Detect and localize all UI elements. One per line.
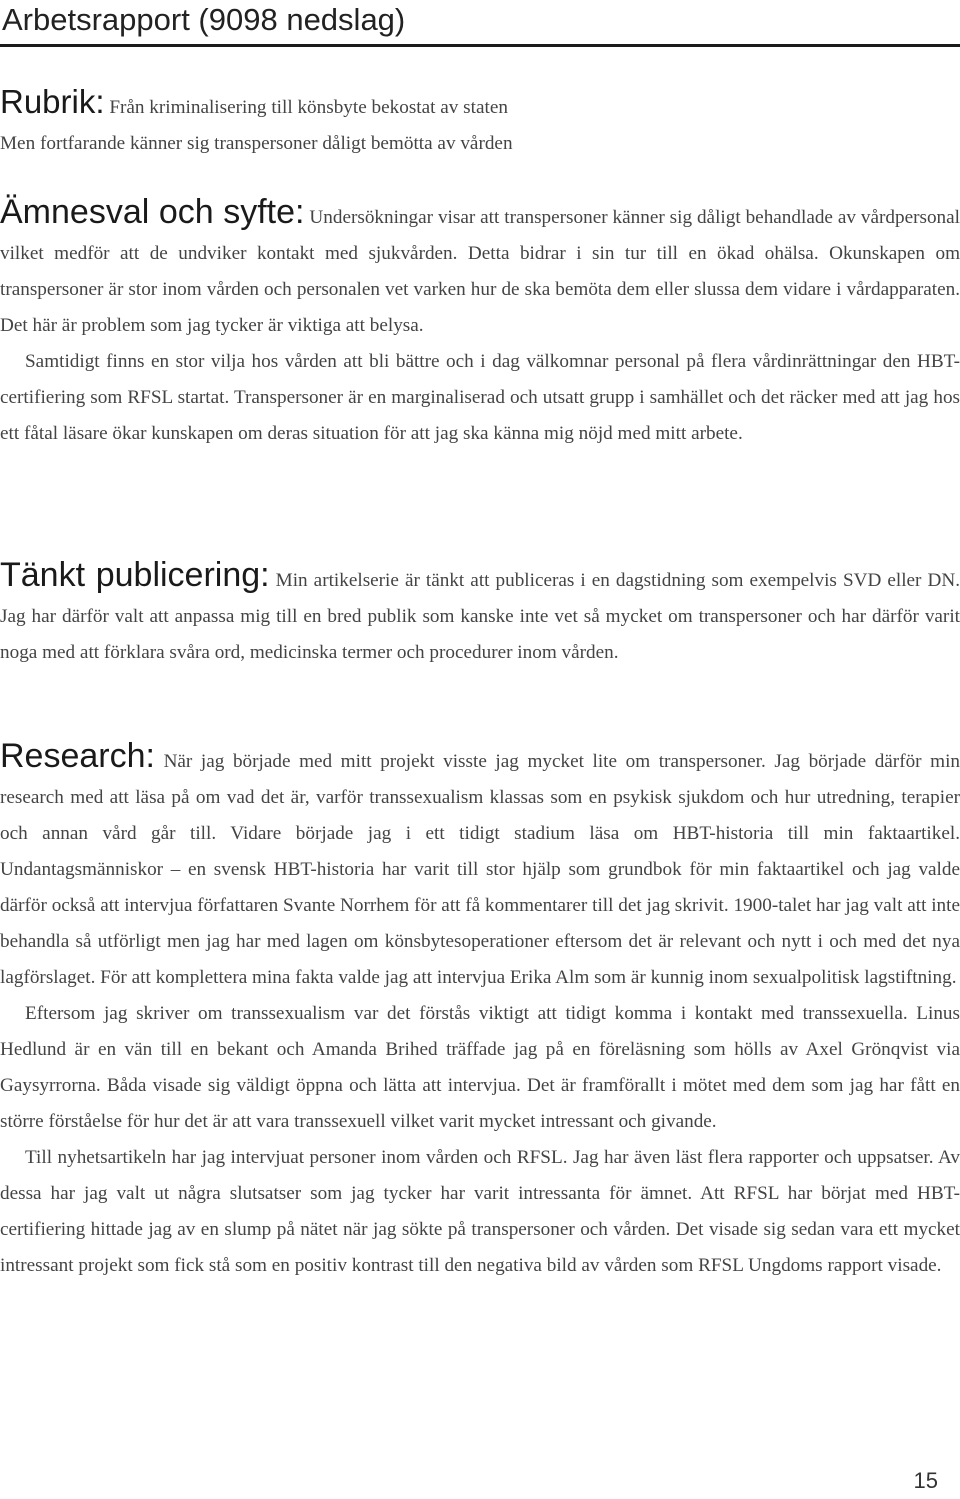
research-text-1: När jag började med mitt projekt visste jag mycket lite om transpersoner. Jag började därför min research med att läsa på om vad det är, varför transsexualism klassas som en psykisk sjukdom och hur utredning, terapier och annan vård går till. Vidare började jag i ett tidigt stadium läsa om HBT-historia till min faktaartikel. Undantagsmänniskor – en svensk HBT-historia har varit till stor hjälp som grundbok för min faktaartikel och jag valde därför också att intervjua författaren Svante Norrhem för att få kommentarer till det jag skrivit. 1900-talet har jag valt att inte behandla så utförligt men jag har med lagen om könsbytesoperationer eftersom det är relevant och nytt i och med det nya lagförslaget. För att komplettera mina fakta valde jag att intervjua Erika Alm som är kunnig inom sexualpolitisk lagstiftning. — [0, 751, 960, 988]
research-paragraph-1 — [0, 738, 960, 996]
amnesval-paragraph-1 — [0, 194, 960, 344]
amnesval-text-1: Undersökningar visar att transpersoner känner sig dåligt behandlade av vårdpersonal vilket medför att de undviker kontakt med sjukvården. Detta bidrar i sin tur till en ökad ohälsa. Okunskapen om transpersoner är stor inom vården och personalen vet varken hur de ska bemöta dem eller slussa dem vidare i vårdapparaten. Det här är problem som jag tycker är viktiga att belysa. — [0, 207, 960, 336]
page-title: Arbetsrapport (9098 nedslag) — [2, 2, 406, 37]
rubrik-title: Från kriminalisering till könsbyte bekostat av staten — [109, 97, 508, 118]
page-number: 15 — [913, 1468, 938, 1493]
rubrik-line-1 — [0, 84, 960, 126]
publicering-paragraph — [0, 557, 960, 671]
rubrik-heading: Rubrik: — [0, 83, 105, 120]
title-rule — [0, 44, 960, 47]
amnesval-heading: Ämnesval och syfte: — [0, 193, 305, 231]
publicering-text: Min artikelserie är tänkt att publiceras i en dagstidning som exempelvis SVD eller DN. Jag har därför valt att anpassa mig till en bred publik som kanske inte vet så mycket om transpersoner och har därför varit noga med att förklara svåra ord, medicinska termer och procedurer inom vården. — [0, 570, 960, 663]
section-rubrik — [0, 84, 960, 162]
rubrik-subtitle: Men fortfarande känner sig transpersoner dåligt bemötta av vården — [0, 133, 513, 154]
publicering-heading: Tänkt publicering: — [0, 556, 270, 594]
research-paragraph-2: Eftersom jag skriver om transsexualism var det förstås viktigt att tidigt komma i kontakt med transsexuella. Linus Hedlund är en vän till en bekant och Amanda Brihed träffade jag på en föreläsning som hölls av Axel Grönqvist via Gaysyrrorna. Båda visade sig väldigt öppna och lätta att intervjua. Det är framförallt i mötet med dem som jag har fått en större förståelse för hur det är att vara transsexuell vilket varit mycket intressant och givande. — [0, 1003, 960, 1132]
research-paragraph-3: Till nyhetsartikeln har jag intervjuat personer inom vården och RFSL. Jag har även läst flera rapporter och uppsatser. Av dessa har jag valt ut några slutsatser som jag tycker har varit intressanta för ämnet. Att RFSL har börjat med HBT-certifiering hittade jag av en slump på nätet när jag sökte på transpersoner och vården. Det visade sig sedan vara ett mycket intressant projekt som fick stå som en positiv kontrast till den negativa bild av vården som RFSL Ungdoms rapport visade. — [0, 1147, 960, 1276]
amnesval-paragraph-2: Samtidigt finns en stor vilja hos vården att bli bättre och i dag välkomnar personal på flera vårdinrättningar den HBT-certifiering som RFSL startat. Transpersoner är en marginaliserad och utsatt grupp i samhället och det räcker med att jag hos ett fåtal läsare ökar kunskapen om deras situation för att jag ska känna mig nöjd med mitt arbete. — [0, 351, 960, 444]
section-publicering — [0, 557, 960, 671]
research-heading: Research: — [0, 737, 155, 775]
section-research — [0, 738, 960, 1284]
section-amnesval — [0, 194, 960, 452]
